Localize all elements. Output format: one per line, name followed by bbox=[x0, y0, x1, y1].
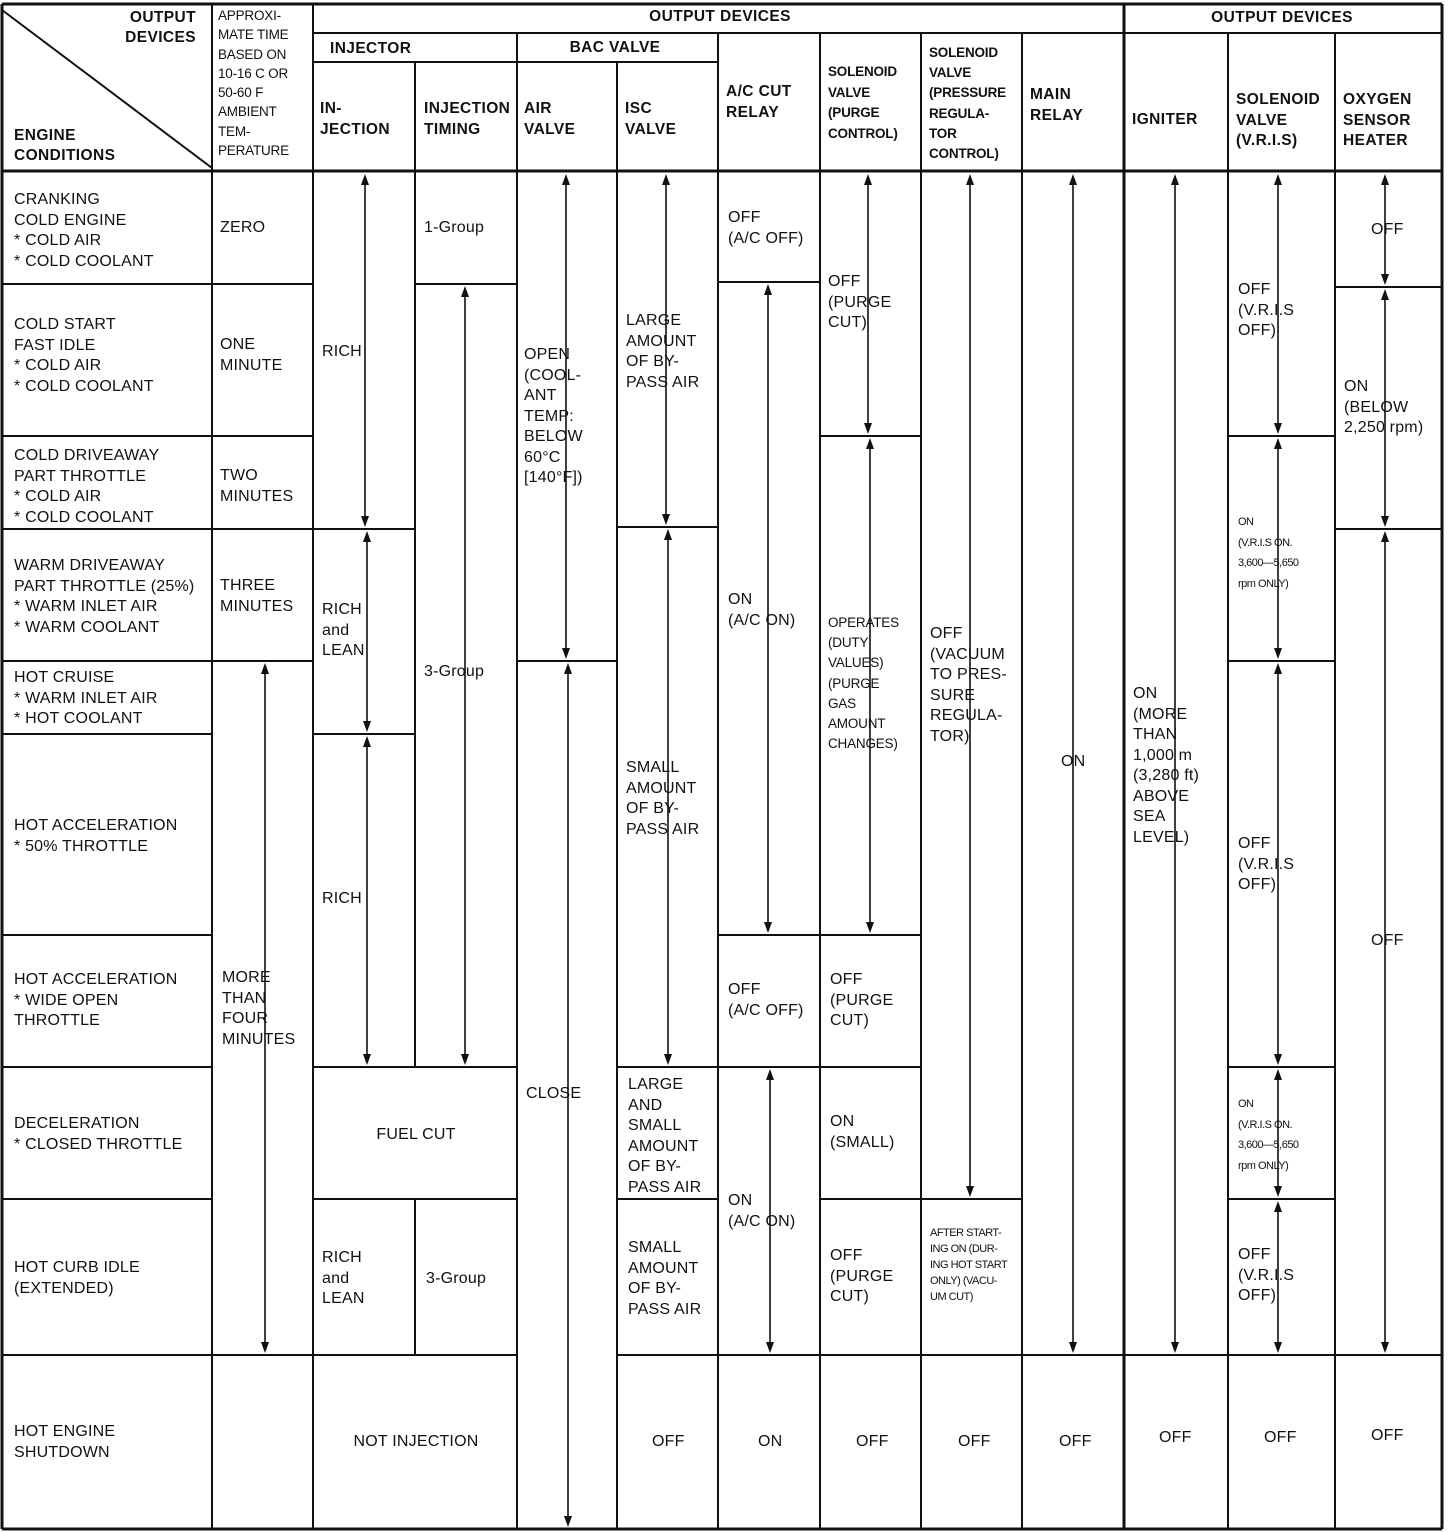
condition-name: HOT ACCELERATION * 50% THROTTLE bbox=[14, 817, 178, 855]
not-injection: NOT INJECTION bbox=[353, 1433, 479, 1450]
timing-1-group: 1-Group bbox=[424, 219, 485, 236]
condition-time: TWO MINUTES bbox=[220, 467, 294, 505]
isc-large: LARGE AMOUNT OF BY- PASS AIR bbox=[626, 312, 700, 391]
purge-shutdown: OFF bbox=[856, 1433, 889, 1450]
isc-large-small: LARGE AND SMALL AMOUNT OF BY- PASS AIR bbox=[628, 1076, 702, 1196]
purge-on-small: ON (SMALL) bbox=[830, 1113, 895, 1151]
injection-rich-2: RICH bbox=[322, 890, 362, 907]
corner-engine-label: ENGINE CONDITIONS bbox=[14, 127, 116, 164]
ac-shutdown: ON bbox=[758, 1433, 783, 1450]
condition-name: HOT ENGINE SHUTDOWN bbox=[14, 1423, 116, 1461]
bac-valve-header: BAC VALVE bbox=[569, 39, 661, 56]
output-devices-header: OUTPUT DEVICES bbox=[649, 8, 791, 25]
duration-arrow bbox=[361, 174, 369, 527]
injector-header: INJECTOR bbox=[330, 40, 412, 57]
igniter-shutdown: OFF bbox=[1159, 1429, 1192, 1446]
purge-off-1: OFF (PURGE CUT) bbox=[828, 273, 892, 331]
timing-3-group-2: 3-Group bbox=[426, 1270, 487, 1287]
purge-off-3: OFF (PURGE CUT) bbox=[830, 1247, 894, 1305]
purge-operates: OPERATES (DUTY VALUES) (PURGE GAS AMOUNT CHANGES) bbox=[828, 615, 899, 752]
condition-name: CRANKING COLD ENGINE * COLD AIR * COLD COOLANT bbox=[14, 191, 154, 270]
vris-off-2: OFF (V.R.I.S OFF) bbox=[1238, 835, 1295, 893]
timing-3-group: 3-Group bbox=[424, 663, 485, 680]
time-header: APPROXI- MATE TIME BASED ON 10-16 C OR 50-60 F AMBIENT TEM- PERATURE bbox=[218, 8, 289, 159]
condition-time: MORE THAN FOUR MINUTES bbox=[222, 969, 296, 1048]
main-relay-header: MAIN RELAY bbox=[1030, 86, 1084, 124]
pressure-shutdown: OFF bbox=[958, 1433, 991, 1450]
ac-off-2: OFF (A/C OFF) bbox=[728, 981, 804, 1019]
ac-cut-relay-header: A/C CUT RELAY bbox=[726, 83, 792, 121]
injection-rich: RICH bbox=[322, 343, 362, 360]
air-valve-open: OPEN (COOL- ANT TEMP: BELOW 60°C [140°F]) bbox=[524, 346, 583, 486]
isc-small: SMALL AMOUNT OF BY- PASS AIR bbox=[626, 759, 700, 838]
isc-valve-header: ISC VALVE bbox=[625, 100, 677, 138]
solenoid-pressure-header: SOLENOID VALVE (PRESSURE REGULA- TOR CONTROL) bbox=[929, 45, 1006, 162]
vris-on-1: ON (V.R.I.S ON. 3,600—5,650 rpm ONLY) bbox=[1238, 516, 1299, 590]
corner-output-label: OUTPUT DEVICES bbox=[125, 9, 196, 46]
injection-header: IN- JECTION bbox=[320, 100, 390, 138]
condition-time: ONE MINUTE bbox=[220, 336, 283, 374]
condition-name: COLD START FAST IDLE * COLD AIR * COLD COOLANT bbox=[14, 316, 154, 395]
vris-on-2: ON (V.R.I.S ON. 3,600—5,650 rpm ONLY) bbox=[1238, 1098, 1299, 1172]
igniter-on: ON (MORE THAN 1,000 m (3,280 ft) ABOVE SEA LEVEL) bbox=[1133, 685, 1200, 846]
igniter-header: IGNITER bbox=[1132, 111, 1198, 128]
solenoid-purge-header: SOLENOID VALVE (PURGE CONTROL) bbox=[828, 64, 898, 141]
condition-name: HOT ACCELERATION * WIDE OPEN THROTTLE bbox=[14, 971, 178, 1029]
pressure-off: OFF (VACUUM TO PRES- SURE REGULA- TOR) bbox=[930, 625, 1007, 745]
condition-time: THREE MINUTES bbox=[220, 577, 294, 615]
vris-shutdown: OFF bbox=[1264, 1429, 1297, 1446]
ac-on-1: ON (A/C ON) bbox=[728, 591, 796, 629]
oxygen-heater-header: OXYGEN SENSOR HEATER bbox=[1343, 91, 1412, 149]
vris-off-3: OFF (V.R.I.S OFF) bbox=[1238, 1246, 1295, 1304]
isc-small-2: SMALL AMOUNT OF BY- PASS AIR bbox=[628, 1239, 702, 1318]
condition-name: HOT CRUISE * WARM INLET AIR * HOT COOLANT bbox=[14, 669, 158, 727]
solenoid-vris-header: SOLENOID VALVE (V.R.I.S) bbox=[1236, 91, 1321, 149]
o2-shutdown: OFF bbox=[1371, 1427, 1404, 1444]
injection-rich-lean-2: RICH and LEAN bbox=[322, 1249, 365, 1307]
purge-off-2: OFF (PURGE CUT) bbox=[830, 971, 894, 1029]
o2-on: ON (BELOW 2,250 rpm) bbox=[1344, 378, 1424, 436]
condition-name: HOT CURB IDLE (EXTENDED) bbox=[14, 1259, 140, 1297]
duration-arrow bbox=[363, 736, 371, 1065]
ac-off-1: OFF (A/C OFF) bbox=[728, 209, 804, 247]
air-valve-header: AIR VALVE bbox=[524, 100, 576, 138]
condition-name: WARM DRIVEAWAY PART THROTTLE (25%) * WARM INLET AIR * WARM COOLANT bbox=[14, 557, 195, 636]
air-valve-close: CLOSE bbox=[526, 1085, 582, 1102]
main-relay-shutdown: OFF bbox=[1059, 1433, 1092, 1450]
condition-time: ZERO bbox=[220, 219, 266, 236]
isc-off: OFF bbox=[652, 1433, 685, 1450]
injection-timing-header: INJECTION TIMING bbox=[424, 100, 511, 138]
ac-on-2: ON (A/C ON) bbox=[728, 1192, 796, 1230]
output-devices-header-2: OUTPUT DEVICES bbox=[1211, 9, 1353, 26]
main-relay-on: ON bbox=[1061, 753, 1086, 770]
condition-name: COLD DRIVEAWAY PART THROTTLE * COLD AIR * COLD COOLANT bbox=[14, 447, 160, 526]
injection-rich-lean: RICH and LEAN bbox=[322, 601, 365, 659]
condition-name: DECELERATION * CLOSED THROTTLE bbox=[14, 1115, 183, 1153]
fuel-cut: FUEL CUT bbox=[376, 1126, 456, 1143]
o2-off-2: OFF bbox=[1371, 932, 1404, 949]
vris-off-1: OFF (V.R.I.S OFF) bbox=[1238, 281, 1295, 339]
o2-off-1: OFF bbox=[1371, 221, 1404, 238]
pressure-after-start: AFTER START- ING ON (DUR- ING HOT START ONLY) (VACU- UM CUT) bbox=[930, 1227, 1008, 1303]
